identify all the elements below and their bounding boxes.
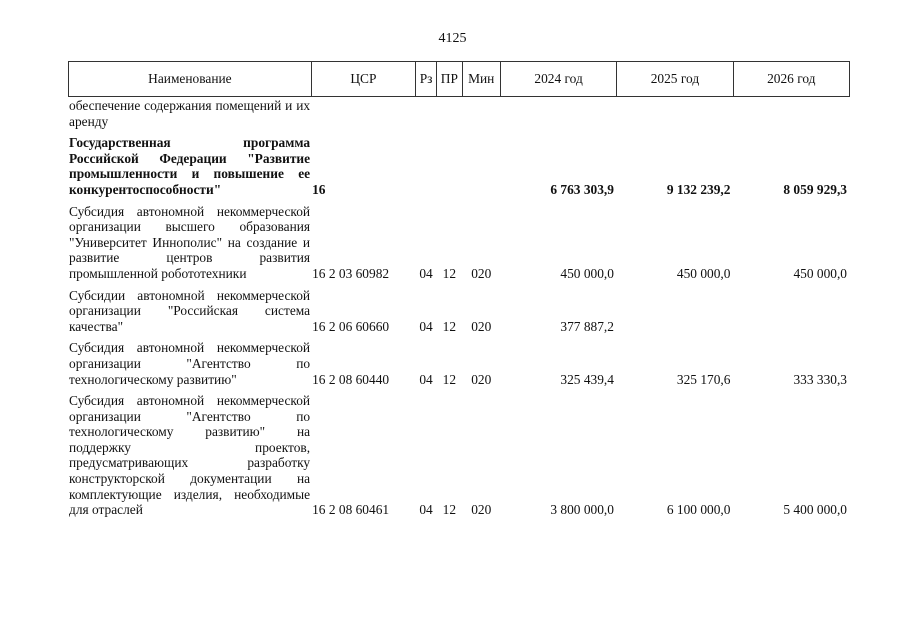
- row-2024: [500, 98, 616, 135]
- header-min: Мин: [462, 62, 500, 97]
- row-min: 020: [471, 265, 492, 281]
- row-pr: [437, 135, 462, 203]
- row-name-text: Субсидия автономной некоммерческой организации "Агентство по технологическому развитию": [69, 340, 311, 387]
- budget-table: [68, 98, 850, 524]
- row-2026: 450 000,0: [793, 265, 847, 281]
- row-2026: 333 330,3: [793, 371, 847, 387]
- row-pr: 12: [442, 502, 457, 518]
- row-2024: 3 800 000,0: [550, 502, 614, 518]
- table-row: [68, 135, 850, 203]
- row-name: [68, 135, 311, 203]
- row-2025: [617, 98, 733, 135]
- row-min: [462, 98, 500, 135]
- row-name-text: Субсидия автономной некоммерческой организации высшего образования "Университет Иннополис" на создание и развитие центров развития промышленной робототехники: [69, 203, 311, 281]
- row-rz: 04: [419, 265, 433, 281]
- table-row: [68, 204, 850, 288]
- row-2024: 450 000,0: [560, 265, 614, 281]
- row-2026: 8 059 929,3: [783, 181, 847, 197]
- header-rz: Рз: [415, 62, 436, 97]
- row-2025: 6 100 000,0: [666, 502, 731, 518]
- row-2026: [733, 288, 850, 341]
- table-row: [68, 340, 850, 393]
- row-2025: 450 000,0: [676, 265, 731, 281]
- row-pr: 12: [442, 265, 457, 281]
- row-2024: 377 887,2: [560, 318, 614, 334]
- row-pr: 12: [442, 371, 457, 387]
- row-2024: 325 439,4: [560, 371, 614, 387]
- row-name: [68, 340, 311, 393]
- table-row: [68, 98, 850, 135]
- header-2024: 2024 год: [500, 62, 616, 97]
- header-csr: ЦСР: [311, 62, 415, 97]
- row-2025: 9 132 239,2: [666, 181, 731, 197]
- row-name: [68, 204, 311, 288]
- row-csr: 16 2 08 60461: [312, 502, 390, 518]
- table-row: [68, 393, 850, 524]
- table-header: [68, 61, 850, 97]
- row-rz: [415, 135, 436, 203]
- row-min: 020: [471, 318, 492, 334]
- row-2026: [733, 98, 850, 135]
- table-row: [68, 288, 850, 341]
- row-name: [68, 288, 311, 341]
- header-name: Наименование: [69, 62, 312, 97]
- row-name-text: обеспечение содержания помещений и их аренду: [69, 98, 311, 129]
- row-name: [68, 98, 311, 135]
- row-csr: 16 2 06 60660: [312, 318, 390, 334]
- row-2024: 6 763 303,9: [550, 181, 614, 197]
- row-csr: [311, 98, 415, 135]
- header-pr: ПР: [437, 62, 462, 97]
- header-2026: 2026 год: [733, 62, 849, 97]
- row-name-text: Государственная программа Российской Федерации "Развитие промышленности и повышение ее конкурентоспособности": [69, 135, 311, 197]
- row-rz: 04: [419, 371, 433, 387]
- row-rz: 04: [419, 502, 433, 518]
- row-name-text: Субсидии автономной некоммерческой организации "Российская система качества": [69, 287, 311, 334]
- row-rz: [415, 98, 436, 135]
- row-rz: 04: [419, 318, 433, 334]
- row-2026: 5 400 000,0: [783, 502, 847, 518]
- row-csr: 16 2 08 60440: [312, 371, 390, 387]
- row-pr: 12: [442, 318, 457, 334]
- page-number: 4125: [438, 31, 467, 46]
- row-csr: 16: [312, 181, 326, 197]
- row-min: 020: [471, 371, 492, 387]
- row-2025: 325 170,6: [676, 371, 731, 387]
- row-min: 020: [471, 502, 492, 518]
- header-2025: 2025 год: [617, 62, 733, 97]
- row-min: [462, 135, 500, 203]
- row-2025: [617, 288, 733, 341]
- row-csr: 16 2 03 60982: [312, 265, 390, 281]
- row-name-text: Субсидия автономной некоммерческой организации "Агентство по технологическому развитию" на поддержку проектов, предусматривающих разработку конструкторской документации на комплектующие изделия, необходимые для отраслей: [69, 393, 311, 518]
- row-name: [68, 393, 311, 524]
- row-pr: [437, 98, 462, 135]
